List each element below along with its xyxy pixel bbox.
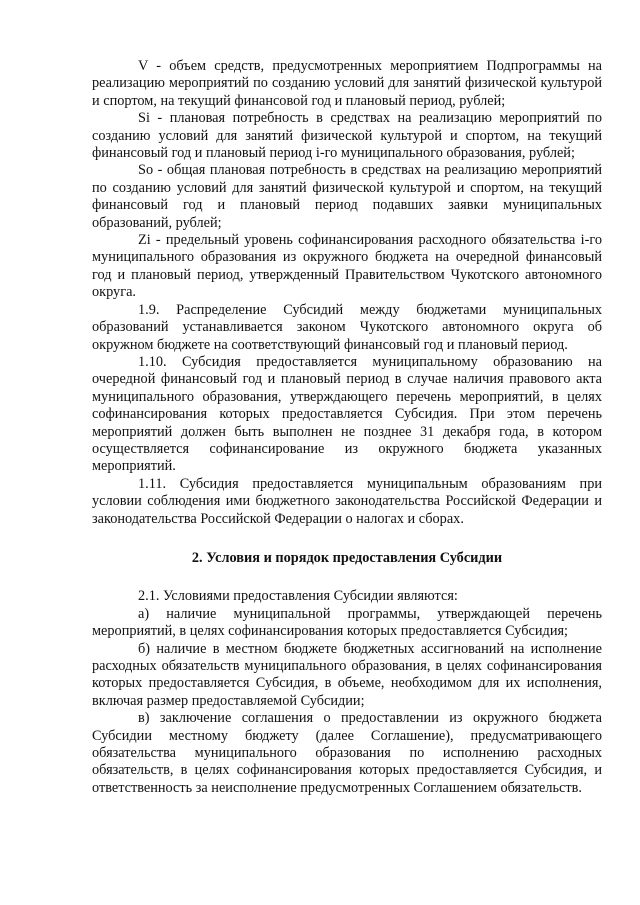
paragraph-so-definition: So - общая плановая потребность в средствах на реализацию мероприятий по созданию условий для занятий физической культурой и спортом, на текущий финансовый год и плановый период подавших заявки муниципальных образований, рублей; xyxy=(92,162,602,231)
paragraph-condition-v: в) заключение соглашения о предоставлении из окружного бюджета Субсидии местному бюджету (далее Соглашение), предусматривающего обязательства муниципального образования по исполнению расходных обязательств, в целях софинансирования которых предоставляется Субсидия, и ответственность за неисполнение предусмотренных Соглашением обязательств. xyxy=(92,710,602,796)
paragraph-1-10: 1.10. Субсидия предоставляется муниципальному образованию на очередной финансовый год и плановый период в случае наличия правового акта муниципального образования, утверждающего перечень мероприятий, в целях софинансирования которых предоставляется Субсидия. При этом перечень мероприятий должен быть выполнен не позднее 31 декабря года, в котором осуществляется софинансирование из окружного бюджета указанных мероприятий. xyxy=(92,353,602,475)
paragraph-2-1: 2.1. Условиями предоставления Субсидии являются: xyxy=(138,588,458,605)
paragraph-condition-b: б) наличие в местном бюджете бюджетных ассигнований на исполнение расходных обязательств муниципального образования, в целях софинансирования которых предоставляется Субсидия, в объеме, необходимом для их исполнения, включая размер предоставляемой Субсидии; xyxy=(92,640,602,709)
paragraph-1-11: 1.11. Субсидия предоставляется муниципальным образованиям при условии соблюдения ими бюджетного законодательства Российской Федерации и законодательства Российской Федерации о налогах и сборах. xyxy=(92,475,602,527)
paragraph-si-definition: Si - плановая потребность в средствах на реализацию мероприятий по созданию условий для занятий физической культурой и спортом, на текущий финансовый год и плановый период i-го муниципального образования, рублей; xyxy=(92,110,602,162)
paragraph-v-definition: V - объем средств, предусмотренных мероприятием Подпрограммы на реализацию мероприятий по созданию условий для занятий физической культурой и спортом, на текущий финансовой год и плановый период, рублей; xyxy=(92,58,602,109)
paragraph-1-9: 1.9. Распределение Субсидий между бюджетами муниципальных образований устанавливается законом Чукотского автономного округа об окружном бюджете на соответствующий финансовый год и плановый период. xyxy=(92,301,602,353)
section-heading: 2. Условия и порядок предоставления Субсидии xyxy=(191,549,503,566)
paragraph-condition-a: а) наличие муниципальной программы, утверждающей перечень мероприятий, в целях софинансирования которых предоставляется Субсидия; xyxy=(92,605,602,640)
paragraph-zi-definition: Zi - предельный уровень софинансирования расходного обязательства i-го муниципального образования из окружного бюджета на очередной финансовый год и плановый период, утвержденный Правительством Чукотского автономного округа. xyxy=(92,232,602,301)
